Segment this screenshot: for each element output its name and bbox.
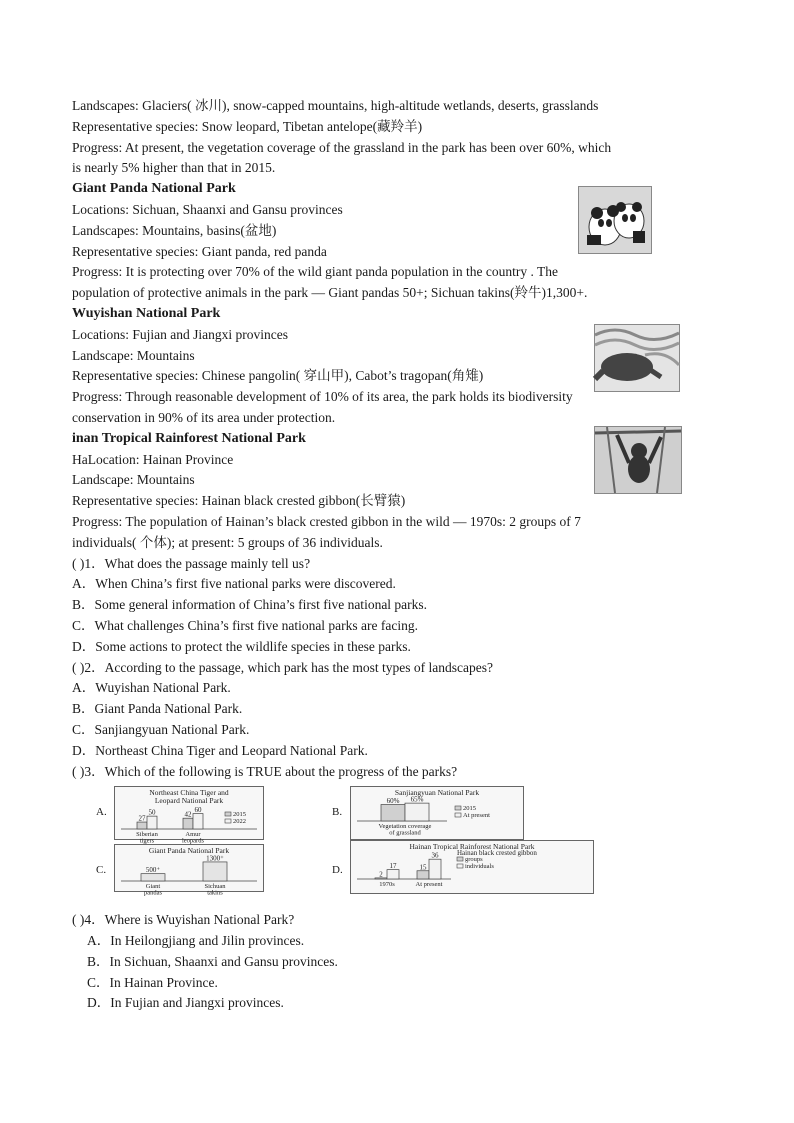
question-3: ( )3．Which of the following is TRUE about the progress of the parks? <box>72 763 458 779</box>
chart-title: Sanjiangyuan National Park <box>394 788 480 798</box>
pangolin-picture <box>594 324 680 392</box>
chart-category-label: leopards <box>181 837 205 845</box>
text-line: Progress: Through reasonable development of 10% of its area, the park holds its biodiversity <box>72 389 573 405</box>
chart-legend-title: Hainan black crested gibbon <box>457 849 537 858</box>
chart-a <box>114 786 264 845</box>
chart-legend-label: 2022 <box>233 818 246 826</box>
chart-title: Leopard National Park <box>154 796 224 806</box>
chart-c <box>114 844 264 897</box>
chart-bar <box>381 805 405 822</box>
chart-data-label: 60% <box>386 797 400 806</box>
chart-category-label: pandas <box>143 889 163 897</box>
option-text: A．Wuyishan National Park. <box>72 680 231 696</box>
text-line: population of protective animals in the park — Giant pandas 50+; Sichuan takins(羚牛)1,300+. <box>72 285 588 301</box>
chart-category-label: Amur <box>185 831 201 839</box>
chart-legend-label: 2015 <box>233 811 246 819</box>
chart-bar <box>147 816 157 829</box>
section-heading: inan Tropical Rainforest National Park <box>72 430 306 446</box>
text-line: Representative species: Hainan black crested gibbon(长臂猿) <box>72 493 406 509</box>
option-text: A．When China’s first five national parks were discovered. <box>72 576 396 592</box>
section-heading: Wuyishan National Park <box>72 305 221 321</box>
chart-legend-swatch <box>225 819 231 823</box>
chart-title: Hainan Tropical Rainforest National Park <box>409 842 535 852</box>
text-line: Progress: It is protecting over 70% of the wild giant panda population in the country . The <box>72 264 559 280</box>
chart-data-label: 500⁺ <box>145 866 161 875</box>
text-line: Representative species: Snow leopard, Tibetan antelope(藏羚羊) <box>72 118 423 134</box>
option-text: B．Giant Panda National Park. <box>72 701 243 717</box>
chart-data-label: 1300⁺ <box>206 854 224 863</box>
chart-legend-swatch <box>225 812 231 816</box>
chart-title: Giant Panda National Park <box>148 846 230 856</box>
chart-bar <box>137 822 147 829</box>
text-line: Locations: Fujian and Jiangxi provinces <box>72 326 288 342</box>
chart-title: Northeast China Tiger and <box>149 788 229 798</box>
choice-letter: B. <box>332 806 343 819</box>
gibbon-picture <box>594 426 682 494</box>
chart-bar <box>387 870 399 879</box>
chart-data-label: 17 <box>389 862 397 871</box>
chart-data-label: 50 <box>148 808 156 817</box>
chart-legend-label: At present <box>463 812 490 820</box>
choice-letter: C. <box>96 864 107 877</box>
section-heading: Giant Panda National Park <box>72 181 236 197</box>
chart-b <box>350 786 524 840</box>
chart-bar <box>183 818 193 829</box>
question-1: ( )1．What does the passage mainly tell us? <box>72 555 311 571</box>
chart-data-label: 42 <box>184 810 192 819</box>
chart-data-label: 60 <box>194 806 202 815</box>
text-line: Landscapes: Mountains, basins(盆地) <box>72 222 277 238</box>
chart-data-label: 2 <box>379 870 383 879</box>
chart-d <box>350 840 594 894</box>
chart-legend-label: individuals <box>465 863 494 871</box>
chart-data-label: 27 <box>138 814 146 823</box>
panda-icon <box>579 187 651 253</box>
text-line: Landscapes: Glaciers( 冰川), snow-capped mountains, high-altitude wetlands, deserts, grasslands <box>72 98 599 113</box>
chart-bar <box>429 859 441 879</box>
text-line: HaLocation: Hainan Province <box>72 451 234 467</box>
chart-legend-swatch <box>455 813 461 817</box>
option-text: B．In Sichuan, Shaanxi and Gansu provinces. <box>87 953 338 969</box>
chart-bar <box>417 871 429 879</box>
option-text: C．In Hainan Province. <box>87 974 218 990</box>
chart-b-svg <box>351 787 523 839</box>
chart-bar <box>193 814 203 829</box>
chart-legend-swatch <box>457 857 463 861</box>
chart-d-svg <box>351 841 593 893</box>
text-line: Representative species: Giant panda, red panda <box>72 243 327 259</box>
chart-legend-label: groups <box>465 856 483 864</box>
gibbon-icon <box>595 427 681 493</box>
choice-letter: A. <box>96 806 107 819</box>
chart-category-label: At present <box>415 881 443 889</box>
chart-category-label: tigers <box>139 837 155 845</box>
option-text: B．Some general information of China’s first five national parks. <box>72 597 428 613</box>
text-line: is nearly 5% higher than that in 2015. <box>72 160 276 176</box>
chart-bar <box>405 803 429 821</box>
option-text: D．Northeast China Tiger and Leopard National Park. <box>72 742 368 758</box>
pangolin-icon <box>595 325 679 391</box>
chart-data-label: 15 <box>419 863 427 872</box>
question-2: ( )2．According to the passage, which park has the most types of landscapes? <box>72 659 494 675</box>
text-line: Representative species: Chinese pangolin( 穿山甲), Cabot’s tragopan(角雉) <box>72 368 484 384</box>
text-line: Landscape: Mountains <box>72 347 195 363</box>
chart-category-label: Siberian <box>136 831 158 839</box>
chart-legend-swatch <box>457 864 463 868</box>
text-line: Progress: At present, the vegetation coverage of the grassland in the park has been over 60%, which <box>72 139 612 155</box>
chart-category-label: Sichuan <box>204 883 226 891</box>
chart-category-label: of grassland <box>389 829 421 837</box>
option-text: D．Some actions to protect the wildlife species in these parks. <box>72 638 411 654</box>
choice-letter: D. <box>332 864 343 877</box>
chart-bar <box>203 862 227 881</box>
option-text: C．Sanjiangyuan National Park. <box>72 721 250 737</box>
chart-bar <box>141 874 165 881</box>
text-line: Landscape: Mountains <box>72 472 195 488</box>
chart-data-label: 65% <box>410 795 424 804</box>
chart-category-label: Vegetation coverage <box>378 823 432 831</box>
option-text: D．In Fujian and Jiangxi provinces. <box>87 995 284 1011</box>
chart-legend-label: 2015 <box>463 805 476 813</box>
text-line: individuals( 个体); at present: 5 groups of 36 individuals. <box>72 534 383 550</box>
panda-picture <box>578 186 652 254</box>
chart-category-label: 1970s <box>379 881 395 889</box>
option-text: A．In Heilongjiang and Jilin provinces. <box>87 933 305 949</box>
chart-legend-swatch <box>455 806 461 810</box>
text-line: Locations: Sichuan, Shaanxi and Gansu provinces <box>72 201 343 217</box>
chart-category-label: Giant <box>145 883 161 891</box>
chart-category-label: takins <box>207 889 223 897</box>
option-text: C．What challenges China’s first five national parks are facing. <box>72 617 419 633</box>
chart-options <box>72 784 720 904</box>
text-line: Progress: The population of Hainan’s black crested gibbon in the wild — 1970s: 2 groups of 7 <box>72 513 581 529</box>
chart-c-svg <box>115 845 263 897</box>
text-line: conservation in 90% of its area under protection. <box>72 409 336 425</box>
chart-a-svg <box>115 787 263 845</box>
question-4: ( )4．Where is Wuyishan National Park? <box>72 912 295 928</box>
chart-data-label: 36 <box>431 851 439 860</box>
